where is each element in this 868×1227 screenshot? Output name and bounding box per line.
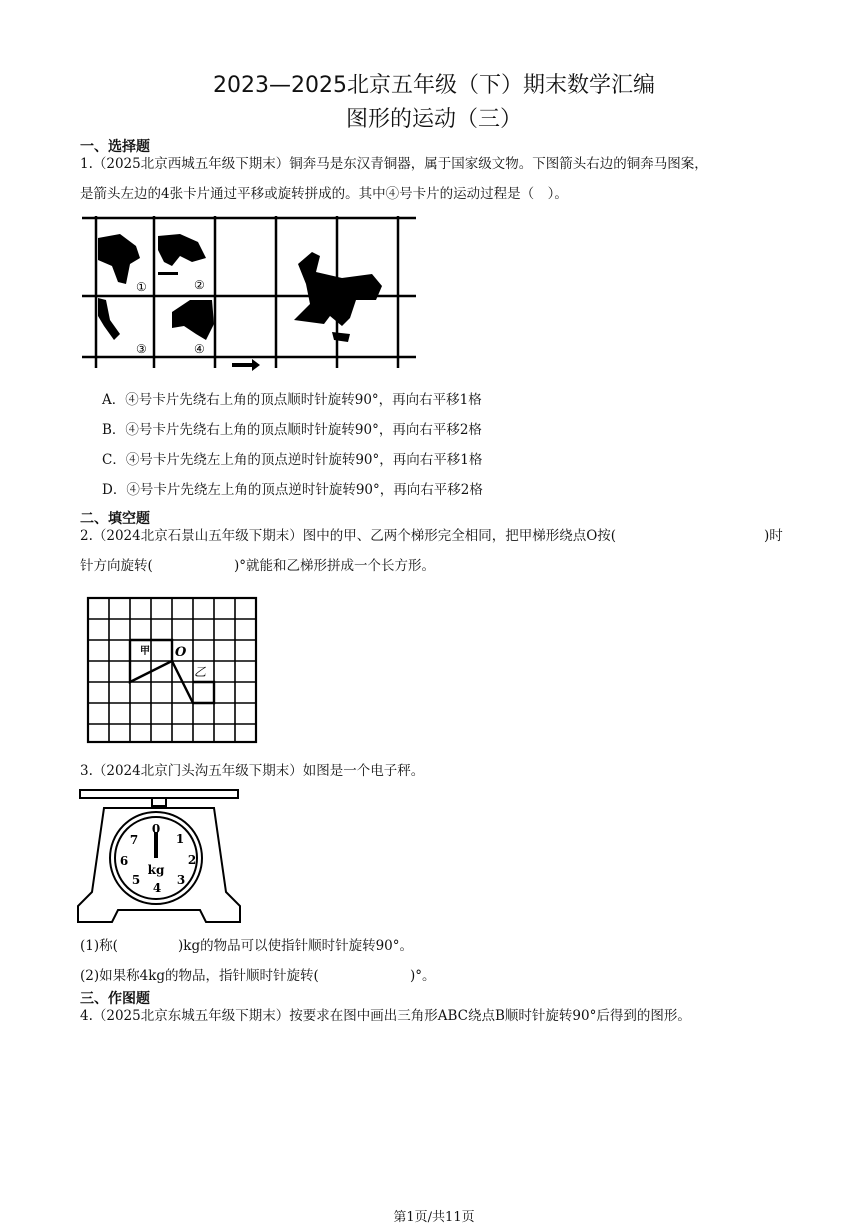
- question-2-text-line1b: )时: [764, 528, 783, 544]
- question-4-text: 4.（2025北京东城五年级下期末）按要求在图中画出三角形ABC绕点B顺时针旋转90°后得到的图形。: [80, 1008, 691, 1024]
- section-heading-fill: 二、填空题: [80, 511, 150, 527]
- q1-option-c[interactable]: C．④号卡片先绕左上角的顶点逆时针旋转90°，再向右平移1格: [102, 452, 483, 468]
- dial-number-4: 4: [152, 881, 162, 895]
- right-arrow-icon: [232, 359, 260, 371]
- dial-number-7: 7: [129, 833, 139, 847]
- card-1-silhouette: [98, 234, 140, 284]
- dial-number-1: 1: [175, 832, 185, 846]
- q3-sub2-a: (2)如果称4kg的物品，指针顺时针旋转(: [80, 968, 319, 984]
- q1-horse-grid-figure: [80, 216, 420, 372]
- card-4-silhouette: [172, 300, 214, 340]
- page-footer: 第1页/共11页: [393, 1210, 475, 1225]
- q3-sub1-a: (1)称(: [80, 938, 118, 954]
- dial-number-6: 6: [119, 854, 129, 868]
- page-title: 2023—2025北京五年级（下）期末数学汇编: [213, 73, 655, 98]
- question-1-text-line2: 是箭头左边的4张卡片通过平移或旋转拼成的。其中④号卡片的运动过程是（ ）。: [80, 186, 568, 202]
- card-2-silhouette: [158, 234, 206, 266]
- dial-number-5: 5: [131, 873, 141, 887]
- dial-number-3: 3: [176, 873, 186, 887]
- question-2-text-line1a: 2.（2024北京石景山五年级下期末）图中的甲、乙两个梯形完全相同，把甲梯形绕点O按(: [80, 528, 617, 544]
- question-3-text: 3.（2024北京门头沟五年级下期末）如图是一个电子秤。: [80, 763, 425, 779]
- label-yi: 乙: [194, 665, 207, 679]
- point-o-label: O: [175, 645, 187, 660]
- card-label-3: ③: [136, 342, 147, 356]
- dial-number-0: 0: [151, 822, 161, 836]
- q1-option-a[interactable]: A．④号卡片先绕右上角的顶点顺时针旋转90°，再向右平移1格: [102, 392, 482, 408]
- q1-option-b[interactable]: B．④号卡片先绕右上角的顶点顺时针旋转90°，再向右平移2格: [102, 422, 482, 438]
- q3-electronic-scale-figure: [76, 788, 244, 928]
- q3-sub1-b: )kg的物品可以使指针顺时针旋转90°。: [178, 938, 414, 954]
- card-label-1: ①: [136, 280, 147, 294]
- label-jia: 甲: [140, 646, 150, 657]
- q1-option-d[interactable]: D．④号卡片先绕左上角的顶点逆时针旋转90°，再向右平移2格: [102, 482, 483, 498]
- section-heading-choice: 一、选择题: [80, 139, 150, 155]
- section-heading-drawing: 三、作图题: [80, 991, 150, 1007]
- card-label-2: ②: [194, 278, 205, 292]
- q3-sub2-b: )°。: [410, 968, 436, 984]
- question-1-text-line1: 1.（2025北京西城五年级下期末）铜奔马是东汉青铜器，属于国家级文物。下图箭头右边的铜奔马图案，: [80, 156, 708, 172]
- card-label-4: ④: [194, 342, 205, 356]
- scale-unit-label: kg: [147, 863, 165, 877]
- dial-number-2: 2: [187, 853, 197, 867]
- question-2-text-line2b: )°就能和乙梯形拼成一个长方形。: [234, 558, 436, 574]
- q2-trapezoid-grid-figure: [86, 596, 260, 746]
- question-2-text-line2a: 针方向旋转(: [80, 558, 153, 574]
- bronze-horse-silhouette: [286, 252, 382, 328]
- card-3-silhouette: [98, 298, 120, 340]
- page-subtitle: 图形的运动（三）: [345, 107, 522, 132]
